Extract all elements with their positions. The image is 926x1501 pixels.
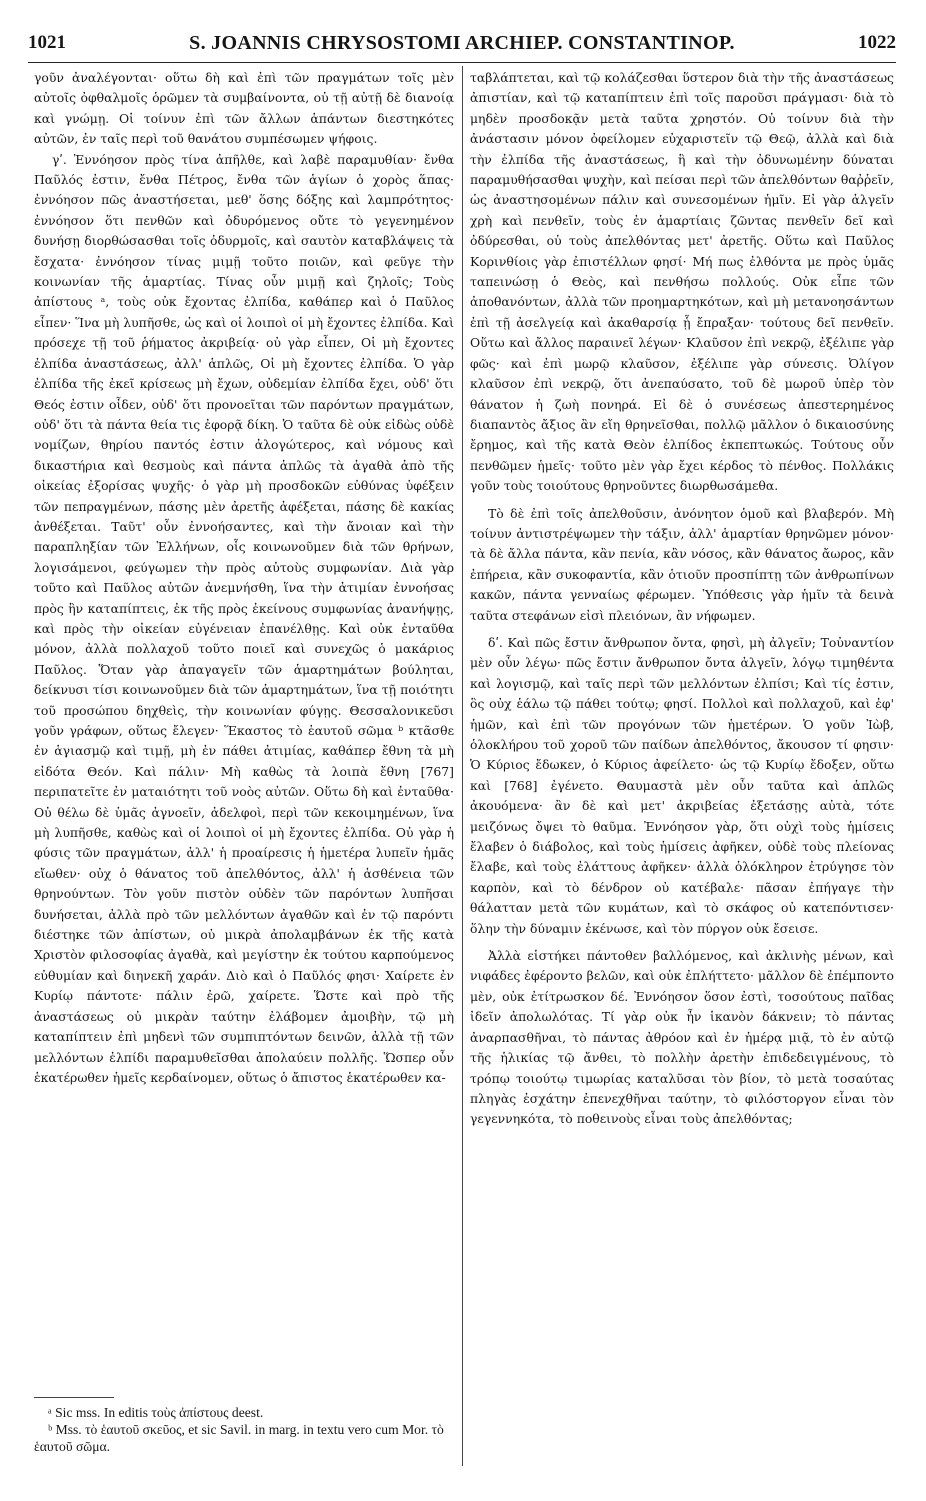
paragraph: Ἀλλὰ εἱστήκει πάντοθεν βαλλόμενος, καὶ ἀκλινὴς μένων, καὶ νιφάδες ἐφέροντο βελῶν, καὶ οὐκ ἐπλήττετο· μᾶλλον δὲ ἐπέμποντο μὲν, οὐκ ἐτίτρωσκον δέ. Ἐννόησον ὅσον ἐστὶ, τοσούτους παῖδας ἰδεῖν ἀπολωλότας. Τί γὰρ οὐκ ἦν ἱκανὸν δάκνειν; τὸ πάντας ἀναρπασθῆναι, τὸ πάντας ἀθρόον καὶ ἐν ἡμέρᾳ μιᾷ, τὸ ἐν αὐτῷ τῆς ἡλικίας τῷ ἄνθει, τὸ πολλὴν ἀρετὴν ἐπιδεδειγμένους, τὸ τρόπῳ τοιούτῳ τιμωρίας καταλῦσαι τὸν βίον, τὸ μετὰ τοσαύτας πληγὰς ἐσχάτην ἐπενεχθῆναι ταύτην, τὸ φιλόστοργον εἶναι τὸν γεγεννηκότα, τὸ ποθεινοὺς εἶναι τοὺς ἀπελθόντας;	[470, 948, 894, 1127]
paragraph: δʹ. Καὶ πῶς ἔστιν ἄνθρωπον ὄντα, φησὶ, μὴ ἀλγεῖν; Τοὐναντίον μὲν οὖν λέγω· πῶς ἔστιν ἄνθρωπον ὄντα ἀλγεῖν, λόγῳ τιμηθέντα καὶ λογισμῷ, καὶ ταῖς περὶ τῶν μελλόντων ἐλπίσι; Καὶ τίς ἐστιν, ὃς οὐχ ἑάλω τῷ πάθει τούτῳ; φησί. Πολλοὶ καὶ πολλαχοῦ, καὶ ἐφ' ἡμῶν, καὶ ἐπὶ τῶν προγόνων τῶν ἡμετέρων. Ὁ γοῦν Ἰὼβ, ὁλοκλήρου τοῦ χοροῦ τῶν παίδων ἀπελθόντος, ἄκουσον τί φησιν· Ὁ Κύριος ἔδωκεν, ὁ Κύριος ἀφείλετο· ὡς τῷ Κυρίῳ ἔδοξεν, οὕτω καὶ [768] ἐγένετο. Θαυμαστὰ μὲν οὖν ταῦτα καὶ ἁπλῶς ἀκουόμενα· ἂν δὲ καὶ μετ' ἀκριβείας ἐξετάσῃς αὐτὰ, τότε μειζόνως ὄψει τὸ θαῦμα. Ἐννόησον γὰρ, ὅτι οὐχὶ τοὺς ἡμίσεις ἔλαβεν ὁ διάβολος, καὶ τοὺς ἡμίσεις ἀφῆκεν, οὐδὲ τοὺς πλείονας ἔλαβε, καὶ τοὺς ἐλάττους ἀφῆκεν· ἀλλὰ ὁλόκληρον ἐτρύγησε τὸν καρπὸν, καὶ τὸ δένδρον οὐ κατέβαλε· πᾶσαν ἐπήγαγε τὴν θάλατταν μετὰ τῶν κυμάτων, καὶ τὸ σκάφος οὐ κατεπόντισεν· ὅλην τὴν δύναμιν ἐκένωσε, καὶ τὸν πύργον οὐκ ἔσεισε.	[470, 634, 894, 936]
page-header	[28, 32, 896, 63]
left-column-number: 1021	[28, 32, 66, 53]
footnote-rule	[34, 1397, 114, 1398]
left-column	[34, 68, 454, 1088]
column-divider	[462, 66, 463, 1466]
footnote: ᵃ Sic mss. In editis τοὺς ἀπίστους deest.	[48, 1405, 264, 1420]
paragraph: Τὸ δὲ ἐπὶ τοῖς ἀπελθοῦσιν, ἀνόνητον ὁμοῦ καὶ βλαβερόν. Μὴ τοίνυν ἀντιστρέψωμεν τὴν τάξιν, ἀλλ' ἁμαρτίαν θρηνῶμεν μόνον· τὰ δὲ ἄλλα πάντα, κἂν πενία, κἂν νόσος, κἂν θάνατος ἄωρος, κἂν ἐπήρεια, κἂν συκοφαντία, κἂν ὁτιοῦν προσπίπτῃ τῶν ἀνθρωπίνων κακῶν, πάντα γενναίως φέρωμεν. Ὑπόθεσις γὰρ ἡμῖν τὰ δεινὰ ταῦτα στεφάνων εἰσὶ πλειόνων, ἂν νήφωμεν.	[470, 505, 894, 623]
paragraph: γοῦν ἀναλέγονται· οὕτω δὴ καὶ ἐπὶ τῶν πραγμάτων τοῖς μὲν αὐτοῖς ὀφθαλμοῖς ὁρῶμεν τὰ συμβαίνοντα, οὐ τῇ αὐτῇ δὲ διανοίᾳ καὶ γνώμῃ. Οἱ τοίνυν ἐπὶ τῶν ἄλλων ἁπάντων διεστηκότες αὐτῶν, ἐν ταῖς περὶ τοῦ θανάτου συμπέσωμεν ψήφοις.	[34, 70, 454, 147]
running-title: S. JOANNIS CHRYSOSTOMI ARCHIEP. CONSTANTINOP.	[189, 32, 735, 54]
paragraph: ταβλάπτεται, καὶ τῷ κολάζεσθαι ὕστερον διὰ τὴν τῆς ἀναστάσεως ἀπιστίαν, καὶ τῷ καταπίπτειν ἐπὶ τοῖς παροῦσι πράγμασι· διὰ τὸ μηδὲν προσδοκᾷν μετὰ ταῦτα χρηστόν. Οὐ τοίνυν διὰ τὴν ἀνάστασιν μόνον ὀφείλομεν εὐχαριστεῖν τῷ Θεῷ, ἀλλὰ καὶ διὰ τὴν ἐλπίδα τῆς ἀναστάσεως, ἣ καὶ τὴν ὀδυνωμένην δύναται παραμυθήσασθαι ψυχὴν, καὶ πείσαι περὶ τῶν ἀπελθόντων θαῤῥεῖν, ὡς ἀναστησομένων πάλιν καὶ συνεσομένων ἡμῖν. Εἰ γὰρ ἀλγεῖν χρὴ καὶ πενθεῖν, τοὺς ἐν ἁμαρτίαις ζῶντας πενθεῖν δεῖ καὶ ὀδύρεσθαι, οὐ τοὺς ἀπελθόντας μετ' ἀρετῆς. Οὕτω καὶ Παῦλος Κορινθίοις γὰρ ἐπιστέλλων φησί· Μή πως ἐλθόντα με πρὸς ὑμᾶς ταπεινώσῃ ὁ Θεὸς, καὶ πενθήσω πολλούς. Οὐκ εἶπε τῶν ἀποθανόντων, ἀλλὰ τῶν προημαρτηκότων, καὶ μὴ μετανοησάντων ἐπὶ τῇ ἀσελγείᾳ καὶ ἀκαθαρσίᾳ ᾗ ἔπραξαν· τούτους δεῖ πενθεῖν. Οὕτω καὶ ἄλλος παραινεῖ λέγων· Κλαῦσον ἐπὶ νεκρῷ, ἐξέλιπε γὰρ φῶς· καὶ ἐπὶ μωρῷ κλαῦσον, ἐξέλιπε γὰρ σύνεσις. Ὀλίγον κλαῦσον ἐπὶ νεκρῷ, ὅτι ἀνεπαύσατο, τοῦ δὲ μωροῦ ὑπὲρ τὸν θάνατον ἡ ζωὴ πονηρά. Εἰ δὲ ὁ συνέσεως ἀπεστερημένος διαπαντὸς ἄξιος ἂν εἴη θρηνεῖσθαι, πολλῷ μᾶλλον ὁ δικαιοσύνης ἔρημος, καὶ τῆς κατὰ Θεὸν ἐλπίδος ἐκπεπτωκώς. Τούτους οὖν πενθῶμεν ἡμεῖς· τοῦτο μὲν γὰρ ἔχει κέρδος τὸ πένθος. Πολλάκις γοῦν τοὺς τοιούτους θρηνοῦντες διωρθωσάμεθα.	[470, 70, 894, 494]
paragraph: γʹ. Ἐννόησον πρὸς τίνα ἀπῆλθε, καὶ λαβὲ παραμυθίαν· ἔνθα Παῦλός ἐστιν, ἔνθα Πέτρος, ἔνθα τῶν ἁγίων ὁ χορὸς ἅπας· ἐννόησον πῶς ἀναστήσεται, μεθ' ὅσης δόξης καὶ λαμπρότητος· ἐννόησον ὅτι πενθῶν καὶ ὀδυρόμενος οὔτε τὸ γεγενημένον δυνήσῃ διορθώσασθαι τοῖς ὀδυρμοῖς, καὶ σαυτὸν καταβλάψεις τὰ ἔσχατα· ἐννόησον τίνας μιμῇ τοῦτο ποιῶν, καὶ φεῦγε τὴν κοινωνίαν τῆς ἁμαρτίας. Τίνας οὖν μιμῇ καὶ ζηλοῖς; Τοὺς ἀπίστους ᵃ, τοὺς οὐκ ἔχοντας ἐλπίδα, καθάπερ καὶ ὁ Παῦλος εἶπεν· Ἵνα μὴ λυπῆσθε, ὡς καὶ οἱ λοιποὶ οἱ μὴ ἔχοντες ἐλπίδα. Καὶ πρόσεχε τῇ τοῦ ῥήματος ἀκριβείᾳ· οὐ γὰρ εἶπεν, Οἱ μὴ ἔχοντες ἐλπίδα ἀναστάσεως, ἀλλ' ἁπλῶς, Οἱ μὴ ἔχοντες ἐλπίδα. Ὁ γὰρ ἐλπίδα τῆς ἐκεῖ κρίσεως μὴ ἔχων, οὐδεμίαν ἐλπίδα ἔχει, οὐδ' ὅτι Θεός ἐστιν οἶδεν, οὐδ' ὅτι προνοεῖται τῶν παρόντων πραγμάτων, οὐδ' ὅτι τὰ πάντα θεία τις ἐφορᾷ δίκη. Ὁ ταῦτα δὲ οὐκ εἰδὼς οὐδὲ νομίζων, θηρίου παντός ἐστιν ἀλογώτερος, καὶ νόμους καὶ δικαστήρια καὶ θεσμοὺς καὶ πάντα ἁπλῶς τὰ ἀγαθὰ ἀπὸ τῆς οἰκείας ἐξορίσας ψυχῆς· ὁ γὰρ μὴ προσδοκῶν εὐθύνας ὑφέξειν τῶν πεπραγμένων, πάσης μὲν ἀρετῆς ἀφέξεται, πάσης δὲ κακίας ἀνθέξεται. Ταῦτ' οὖν ἐννοήσαντες, καὶ τὴν ἄνοιαν καὶ τὴν παραπληξίαν τῶν Ἑλλήνων, οἷς κοινωνοῦμεν διὰ τῶν θρήνων, λογισάμενοι, φεύγωμεν τὴν πρὸς αὐτοὺς συμφωνίαν. Διὰ γὰρ τοῦτο καὶ Παῦλος αὐτῶν ἀνεμνήσθη, ἵνα τὴν ἀτιμίαν ἐννοήσας πρὸς ἣν καταπίπτεις, ἐκ τῆς πρὸς ἐκείνους συμφωνίας ἀνανήψῃς, καὶ πρὸς τὴν οἰκείαν εὐγένειαν ἐπανέλθῃς. Καὶ οὐκ ἐνταῦθα μόνον, ἀλλὰ πολλαχοῦ τοῦτο ποιεῖ καὶ συνεχῶς ὁ μακάριος Παῦλος. Ὅταν γὰρ ἀπαγαγεῖν τῶν ἁμαρτημάτων βούληται, δείκνυσι τίσι κοινωνοῦμεν διὰ τῶν ἁμαρτημάτων, ἵνα τῇ ποιότητι τοῦ προσώπου δηχθεὶς, τὴν κοινωνίαν φύγῃς. Θεσσαλονικεῦσι γοῦν γράφων, οὕτως ἔλεγεν· Ἕκαστος τὸ ἑαυτοῦ σῶμα ᵇ κτᾶσθε ἐν ἁγιασμῷ καὶ τιμῇ, μὴ ἐν πάθει ἀτιμίας, καθάπερ ἔθνη τὰ μὴ εἰδότα Θεόν. Καὶ πάλιν· Μὴ καθὼς τὰ λοιπὰ ἔθνη [767] περιπατεῖτε ἐν ματαιότητι τοῦ νοὸς αὐτῶν. Οὕτω δὴ καὶ ἐνταῦθα· Οὐ θέλω δὲ ὑμᾶς ἀγνοεῖν, ἀδελφοὶ, περὶ τῶν κεκοιμημένων, ἵνα μὴ λυπῆσθε, καθὼς καὶ οἱ λοιποὶ οἱ μὴ ἔχοντες ἐλπίδα. Οὐ γὰρ ἡ φύσις τῶν πραγμάτων, ἀλλ' ἡ προαίρεσις ἡ ἡμετέρα λυπεῖν ἡμᾶς εἴωθεν· οὐχ ὁ θάνατος τοῦ ἀπελθόντος, ἀλλ' ἡ ἀσθένεια τῶν θρηνούντων. Τὸν γοῦν πιστὸν οὐδὲν τῶν παρόντων λυπῆσαι δυνήσεται, ἀλλὰ πρὸ τῶν μελλόντων ἀγαθῶν καὶ ἐν τῷ παρόντι διέστηκε τῶν ἀπίστων, οὐ μικρὰ ἀπολαμβάνων ἐκ τῆς κατὰ Χριστὸν φιλοσοφίας ἀγαθὰ, καὶ μεγίστην ἐκ τούτου καρπούμενος εὐθυμίαν καὶ διηνεκῆ χαράν. Διὸ καὶ ὁ Παῦλός φησι· Χαίρετε ἐν Κυρίῳ πάντοτε· πάλιν ἐρῶ, χαίρετε. Ὥστε καὶ πρὸ τῆς ἀναστάσεως οὐ μικρὰν ταύτην ἐλάβομεν ἀμοιβὴν, τῷ μὴ καταπίπτειν ἐπὶ μηδενὶ τῶν συμπιπτόντων δεινῶν, ἀλλὰ τῇ τῶν μελλόντων ἐλπίδι παραμυθεῖσθαι ἀπολαύειν πολλῆς. Ὥσπερ οὖν ἑκατέρωθεν ἡμεῖς κερδαίνομεν, οὕτως ὁ ἄπιστος ἑκατέρωθεν κα-	[34, 151, 454, 1085]
right-column-number: 1022	[858, 32, 896, 53]
right-column	[470, 68, 894, 1130]
footnote: ᵇ Mss. τὸ ἑαυτοῦ σκεῦος, et sic Savil. in marg. in textu vero cum Mor. τὸ ἑαυτοῦ σῶμα.	[34, 1422, 444, 1454]
footnotes	[34, 1404, 454, 1455]
